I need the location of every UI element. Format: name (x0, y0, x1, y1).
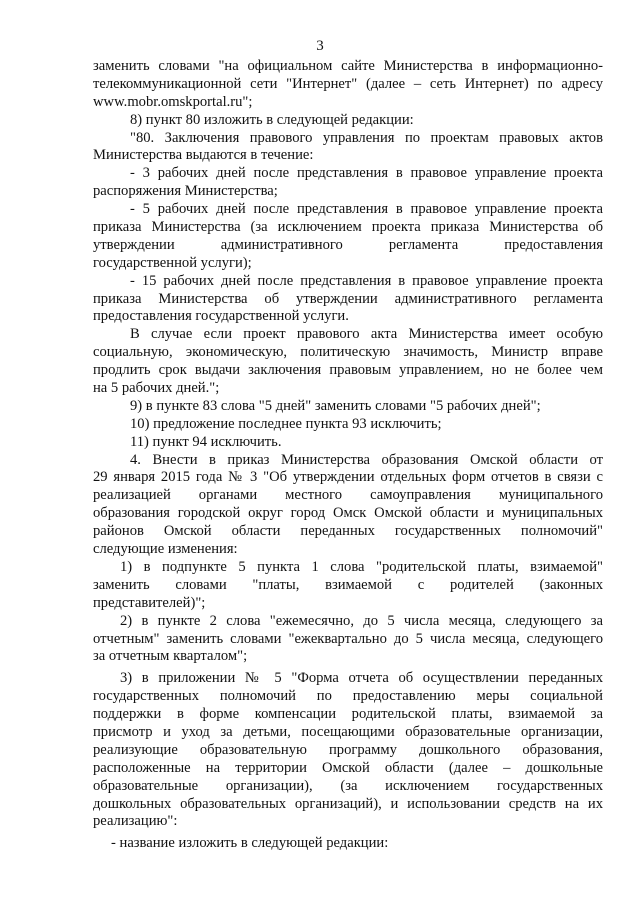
text-line: Министерства выдаются в течение: (93, 147, 314, 164)
text-line: образовательные организации), (за исключением государственных (93, 777, 603, 794)
text-line: "80. Заключения правового управления по проектам правовых актов (130, 129, 603, 146)
text-line: предоставления государственной услуги. (93, 308, 349, 325)
text-line: расположенные на территории Омской области (далее – дошкольные (93, 759, 603, 776)
text-line: продлить срок выдачи заключения правовым управлением, но не более чем (93, 362, 603, 379)
text-line: реализацией органами местного самоуправления муниципального (93, 487, 603, 504)
text-line: 8) пункт 80 изложить в следующей редакции: (130, 111, 414, 128)
text-line: реализацию": (93, 813, 178, 830)
text-line: 11) пункт 94 исключить. (130, 433, 282, 450)
text-line: приказа Министерства об утверждении административного регламента (93, 290, 603, 307)
text-line: представителей)"; (93, 594, 206, 611)
text-line: образования городской округ город Омск Омской области и муниципальных (93, 505, 603, 522)
page-number: 3 (316, 38, 324, 54)
text-line: www.mobr.omskportal.ru"; (93, 93, 253, 110)
text-line: 3) в приложении № 5 "Форма отчета об осуществлении переданных (120, 670, 603, 687)
text-line: телекоммуникационной сети "Интернет" (далее – сеть Интернет) по адресу (93, 75, 603, 92)
text-line: районов Омской области переданных государственных полномочий" (93, 523, 603, 540)
text-line: заменить словами "на официальном сайте Министерства в информационно- (93, 58, 603, 74)
text-line: социальную, экономическую, политическую значимость, Министр вправе (93, 344, 603, 361)
text-line: - название изложить в следующей редакции: (111, 835, 389, 852)
text-line: 9) в пункте 83 слова "5 дней" заменить словами "5 рабочих дней"; (130, 397, 541, 414)
text-line: 10) предложение последнее пункта 93 исключить; (130, 415, 442, 432)
document-body (93, 58, 603, 853)
text-line: 2) в пункте 2 слова "ежемесячно, до 5 числа месяца, следующего за (120, 612, 603, 629)
text-line: следующие изменения: (93, 541, 238, 558)
text-line: 4. Внести в приказ Министерства образования Омской области от (130, 451, 603, 468)
text-line: на 5 рабочих дней."; (93, 380, 220, 397)
text-line: отчетным" заменить словами "ежеквартально до 5 числа месяца, следующего (93, 630, 603, 647)
text-line: государственной услуги); (93, 254, 252, 271)
text-line: приказа Министерства (за исключением проекта приказа Министерства об (93, 219, 603, 236)
text-line: присмотр и уход за детьми, посещающими образовательные организации, (93, 723, 603, 740)
text-line: за отчетным кварталом"; (93, 648, 248, 665)
text-line: заменить словами "платы, взимаемой с родителей (законных (93, 576, 603, 593)
text-line: реализующие образовательную программу дошкольного образования, (93, 741, 603, 758)
text-line: - 3 рабочих дней после представления в правовое управление проекта (130, 165, 603, 182)
text-line: - 15 рабочих дней после представления в правовое управление проекта (130, 272, 603, 289)
text-line: В случае если проект правового акта Министерства имеет особую (130, 326, 603, 343)
text-line: распоряжения Министерства; (93, 183, 278, 200)
text-line: утверждении административного регламента предоставления (93, 236, 603, 253)
text-line: государственных полномочий по предоставлению меры социальной (93, 688, 603, 705)
text-line: - 5 рабочих дней после представления в правовое управление проекта (130, 201, 603, 218)
text-line: поддержки в форме компенсации родительской платы, взимаемой за (93, 706, 603, 723)
text-line: 29 января 2015 года № 3 "Об утверждении отдельных форм отчетов в связи с (93, 469, 603, 486)
text-line: дошкольных образовательных организаций), и использовании средств на их (93, 795, 603, 812)
text-line: 1) в подпункте 5 пункта 1 слова "родительской платы, взимаемой" (120, 558, 603, 575)
